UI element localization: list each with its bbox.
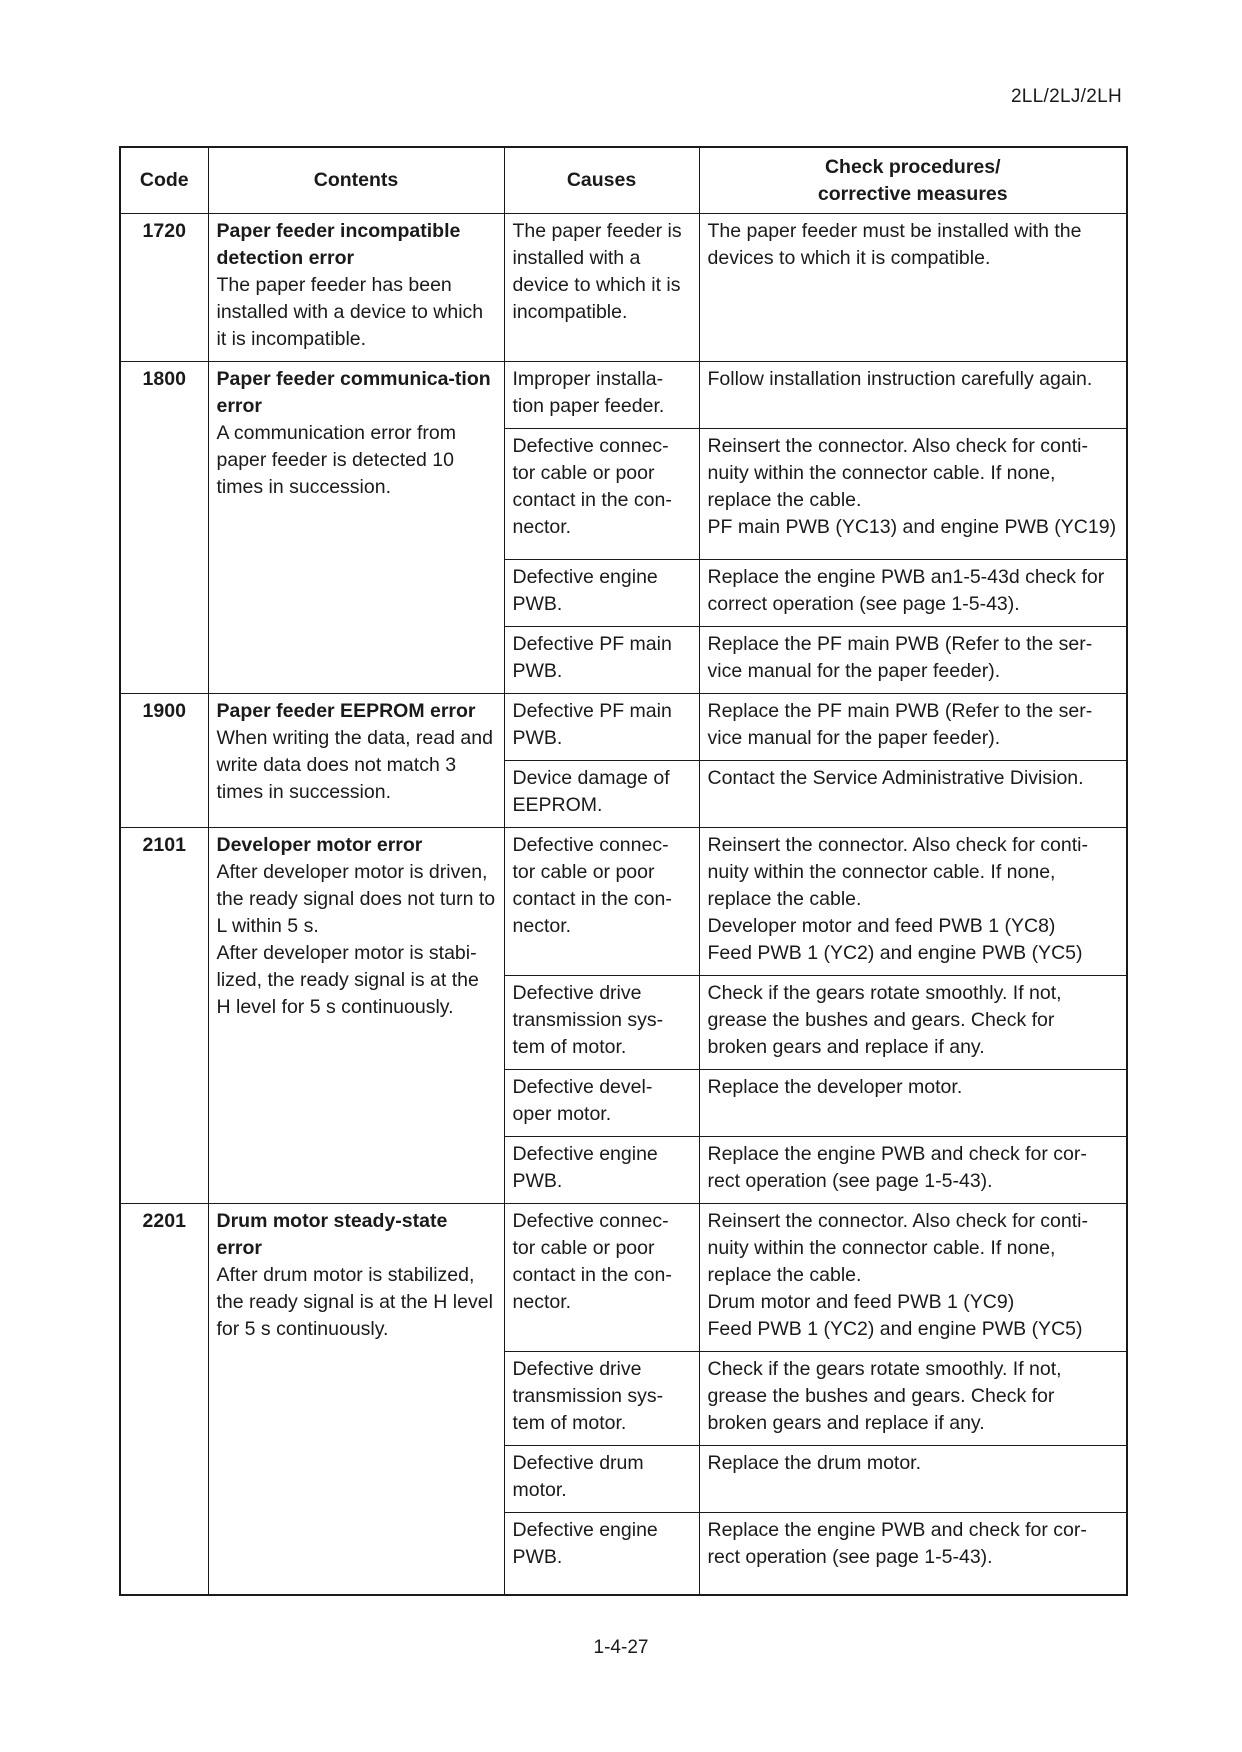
table-row	[120, 214, 1127, 362]
measure-cell: Replace the engine PWB an1-5-43d check for correct operation (see page 1-5-43).	[699, 560, 1127, 627]
error-description: A communication error from paper feeder is detected 10 times in succession.	[216, 422, 456, 498]
table-row	[120, 362, 1127, 429]
cause-cell: Defective engine PWB.	[504, 560, 699, 627]
error-title: Paper feeder EEPROM error	[216, 700, 476, 722]
measure-cell: Replace the engine PWB and check for cor-rect operation (see page 1-5-43).	[699, 1137, 1127, 1204]
measure-cell: Reinsert the connector. Also check for conti-nuity within the connector cable. If none, replace the cable. PF main PWB (YC13) and engine PWB (YC19)	[699, 429, 1127, 560]
column-header-contents: Contents	[208, 147, 504, 214]
error-code: 1720	[120, 214, 208, 362]
error-description: When writing the data, read and write data does not match 3 times in succession.	[216, 727, 493, 803]
measure-cell: Reinsert the connector. Also check for conti-nuity within the connector cable. If none, replace the cable. Drum motor and feed PWB 1 (YC9) Feed PWB 1 (YC2) and engine PWB (YC5)	[699, 1204, 1127, 1352]
cause-cell: Defective drive transmission sys-tem of motor.	[504, 976, 699, 1070]
cause-cell: Defective connec-tor cable or poor contact in the con-nector.	[504, 828, 699, 976]
measure-cell: Reinsert the connector. Also check for conti-nuity within the connector cable. If none, replace the cable. Developer motor and feed PWB 1 (YC8) Feed PWB 1 (YC2) and engine PWB (YC5)	[699, 828, 1127, 976]
error-contents	[208, 214, 504, 362]
error-code: 2201	[120, 1204, 208, 1595]
cause-cell: Defective drive transmission sys-tem of motor.	[504, 1352, 699, 1446]
cause-cell: Defective connec-tor cable or poor contact in the con-nector.	[504, 429, 699, 560]
error-description: The paper feeder has been installed with a device to which it is incompatible.	[216, 274, 484, 350]
error-code: 2101	[120, 828, 208, 1204]
cause-cell: Device damage of EEPROM.	[504, 761, 699, 828]
measure-cell: Replace the engine PWB and check for cor-rect operation (see page 1-5-43).	[699, 1513, 1127, 1595]
cause-cell: The paper feeder is installed with a device to which it is incompatible.	[504, 214, 699, 362]
cause-cell: Defective connec-tor cable or poor contact in the con-nector.	[504, 1204, 699, 1352]
measure-cell: Replace the PF main PWB (Refer to the ser-vice manual for the paper feeder).	[699, 694, 1127, 761]
error-contents	[208, 1204, 504, 1595]
page-number: 1-4-27	[593, 1637, 649, 1658]
table-header	[120, 147, 1127, 214]
error-contents	[208, 694, 504, 828]
cause-cell: Improper installa-tion paper feeder.	[504, 362, 699, 429]
error-contents	[208, 362, 504, 694]
measure-cell: Check if the gears rotate smoothly. If not, grease the bushes and gears. Check for broken gears and replace if any.	[699, 1352, 1127, 1446]
error-contents	[208, 828, 504, 1204]
error-code-table	[119, 146, 1128, 1596]
error-code: 1800	[120, 362, 208, 694]
error-code: 1900	[120, 694, 208, 828]
measure-cell: The paper feeder must be installed with the devices to which it is compatible.	[699, 214, 1127, 362]
measure-cell: Replace the developer motor.	[699, 1070, 1127, 1137]
error-title: Paper feeder incompatible detection error	[216, 220, 461, 269]
model-number: 2LL/2LJ/2LH	[1010, 86, 1122, 107]
measure-cell: Replace the PF main PWB (Refer to the ser-vice manual for the paper feeder).	[699, 627, 1127, 694]
cause-cell: Defective engine PWB.	[504, 1137, 699, 1204]
table-row	[120, 1204, 1127, 1352]
error-description: After drum motor is stabilized, the ready signal is at the H level for 5 s continuously.	[216, 1264, 493, 1340]
error-title: Developer motor error	[216, 834, 423, 856]
measure-cell: Check if the gears rotate smoothly. If not, grease the bushes and gears. Check for broken gears and replace if any.	[699, 976, 1127, 1070]
measure-cell: Contact the Service Administrative Division.	[699, 761, 1127, 828]
column-header-code: Code	[120, 147, 208, 214]
column-header-causes: Causes	[504, 147, 699, 214]
column-header-check-procedures: Check procedures/ corrective measures	[699, 147, 1127, 214]
cause-cell: Defective devel-oper motor.	[504, 1070, 699, 1137]
measure-cell: Follow installation instruction carefully again.	[699, 362, 1127, 429]
header-row	[120, 147, 1127, 214]
error-title: Drum motor steady-state error	[216, 1210, 448, 1259]
table-row	[120, 694, 1127, 761]
cause-cell: Defective engine PWB.	[504, 1513, 699, 1595]
cause-cell: Defective PF main PWB.	[504, 627, 699, 694]
cause-cell: Defective drum motor.	[504, 1446, 699, 1513]
error-description: After developer motor is driven, the ready signal does not turn to L within 5 s. After developer motor is stabi-lized, the ready signal is at the H level for 5 s continuously.	[216, 861, 496, 1018]
table-row	[120, 828, 1127, 976]
error-title: Paper feeder communica-tion error	[216, 368, 491, 417]
measure-cell: Replace the drum motor.	[699, 1446, 1127, 1513]
table-body	[120, 214, 1127, 1595]
cause-cell: Defective PF main PWB.	[504, 694, 699, 761]
